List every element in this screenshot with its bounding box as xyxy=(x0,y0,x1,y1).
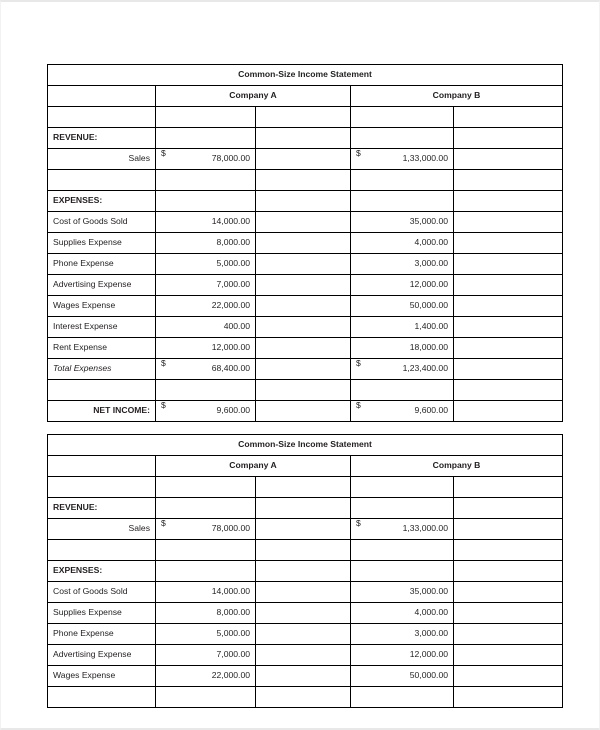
expense-company-a-percent xyxy=(256,603,351,624)
expense-company-a: 12,000.00 xyxy=(156,338,256,359)
expense-company-a: 22,000.00 xyxy=(156,296,256,317)
sales-company-b-percent xyxy=(454,519,563,540)
sales-company-b-value: 1,33,000.00 xyxy=(402,523,448,534)
table-row-spacer xyxy=(48,477,563,498)
expense-company-a-percent xyxy=(256,645,351,666)
total-expenses-company-b xyxy=(351,359,454,380)
expense-company-a: 14,000.00 xyxy=(156,582,256,603)
expense-label: Wages Expense xyxy=(48,666,156,687)
empty-cell xyxy=(454,128,563,149)
table-row-title xyxy=(48,435,563,456)
expense-label: Supplies Expense xyxy=(48,603,156,624)
expense-label: Phone Expense xyxy=(48,254,156,275)
table-row-sales xyxy=(48,519,563,540)
table-row xyxy=(48,624,563,645)
empty-cell xyxy=(156,191,256,212)
income-statement-table-1 xyxy=(47,64,563,422)
spacer-cell xyxy=(156,687,256,708)
table-row-title xyxy=(48,65,563,86)
net-income-company-b-percent xyxy=(454,401,563,422)
currency-symbol: $ xyxy=(161,400,166,410)
header-company-a: Company A xyxy=(156,86,351,107)
total-expenses-company-b-percent xyxy=(454,359,563,380)
currency-symbol: $ xyxy=(161,148,166,158)
table-row xyxy=(48,666,563,687)
sales-company-a-percent xyxy=(256,149,351,170)
expense-company-b: 50,000.00 xyxy=(351,296,454,317)
total-expenses-label: Total Expenses xyxy=(48,359,156,380)
expense-company-a-percent xyxy=(256,233,351,254)
expense-company-a: 5,000.00 xyxy=(156,624,256,645)
spacer-cell xyxy=(256,477,351,498)
table-row xyxy=(48,296,563,317)
table-row-column-headers xyxy=(48,86,563,107)
table-row-expenses-header xyxy=(48,191,563,212)
sales-company-a-value: 78,000.00 xyxy=(211,153,250,164)
table-row-spacer xyxy=(48,107,563,128)
expense-company-b: 12,000.00 xyxy=(351,645,454,666)
spacer-cell xyxy=(156,107,256,128)
table-row-spacer xyxy=(48,687,563,708)
expense-company-a-percent xyxy=(256,624,351,645)
total-expenses-company-a-percent xyxy=(256,359,351,380)
spacer-cell xyxy=(454,170,563,191)
spacer-cell xyxy=(256,687,351,708)
empty-cell xyxy=(351,128,454,149)
net-income-company-a-value: 9,600.00 xyxy=(216,405,250,416)
spacer-cell xyxy=(351,380,454,401)
expense-company-b-percent xyxy=(454,582,563,603)
table-row xyxy=(48,338,563,359)
table-row-net-income xyxy=(48,401,563,422)
spacer-cell xyxy=(256,107,351,128)
expense-label: Rent Expense xyxy=(48,338,156,359)
spacer-cell xyxy=(48,170,156,191)
expense-label: Advertising Expense xyxy=(48,275,156,296)
expense-company-a-percent xyxy=(256,212,351,233)
expense-company-a-percent xyxy=(256,666,351,687)
table-row-spacer xyxy=(48,170,563,191)
spacer-cell xyxy=(48,107,156,128)
empty-cell xyxy=(156,498,256,519)
empty-cell xyxy=(351,498,454,519)
expense-company-b-percent xyxy=(454,275,563,296)
expense-company-a: 8,000.00 xyxy=(156,233,256,254)
expense-company-a-percent xyxy=(256,317,351,338)
empty-cell xyxy=(156,128,256,149)
table-row-expenses-header xyxy=(48,561,563,582)
header-company-b: Company B xyxy=(351,456,563,477)
expense-company-a: 22,000.00 xyxy=(156,666,256,687)
spacer-cell xyxy=(351,540,454,561)
expense-company-a-percent xyxy=(256,582,351,603)
expense-label: Cost of Goods Sold xyxy=(48,212,156,233)
spacer-cell xyxy=(351,687,454,708)
total-expenses-company-a-value: 68,400.00 xyxy=(211,363,250,374)
expense-company-b-percent xyxy=(454,624,563,645)
total-expenses-company-a xyxy=(156,359,256,380)
spacer-cell xyxy=(256,380,351,401)
spacer-cell xyxy=(256,170,351,191)
spacer-cell xyxy=(351,107,454,128)
expense-label: Interest Expense xyxy=(48,317,156,338)
expense-company-b: 35,000.00 xyxy=(351,582,454,603)
expense-company-b-percent xyxy=(454,317,563,338)
table-row-spacer xyxy=(48,380,563,401)
table-row-spacer xyxy=(48,540,563,561)
expense-company-a: 14,000.00 xyxy=(156,212,256,233)
currency-symbol: $ xyxy=(161,358,166,368)
currency-symbol: $ xyxy=(356,358,361,368)
sales-company-a-percent xyxy=(256,519,351,540)
sales-label: Sales xyxy=(48,149,156,170)
spacer-cell xyxy=(156,477,256,498)
currency-symbol: $ xyxy=(161,518,166,528)
spacer-cell xyxy=(454,477,563,498)
revenue-section-header: REVENUE: xyxy=(48,498,156,519)
expense-company-b-percent xyxy=(454,645,563,666)
spacer-cell xyxy=(351,170,454,191)
expense-company-b-percent xyxy=(454,212,563,233)
empty-cell xyxy=(256,191,351,212)
spacer-cell xyxy=(156,380,256,401)
expense-company-a-percent xyxy=(256,296,351,317)
table-row xyxy=(48,603,563,624)
expense-company-b-percent xyxy=(454,666,563,687)
sales-company-a-amount xyxy=(156,149,256,170)
empty-cell xyxy=(454,498,563,519)
spacer-cell xyxy=(156,170,256,191)
expense-company-a-percent xyxy=(256,254,351,275)
expense-company-b: 3,000.00 xyxy=(351,254,454,275)
table-row xyxy=(48,275,563,296)
expense-label: Advertising Expense xyxy=(48,645,156,666)
spacer-cell xyxy=(454,107,563,128)
table-row xyxy=(48,582,563,603)
expense-label: Supplies Expense xyxy=(48,233,156,254)
spacer-cell xyxy=(48,477,156,498)
statement-title-2: Common-Size Income Statement xyxy=(48,435,563,456)
net-income-company-a xyxy=(156,401,256,422)
expenses-section-header: EXPENSES: xyxy=(48,191,156,212)
empty-cell xyxy=(156,561,256,582)
total-expenses-company-b-value: 1,23,400.00 xyxy=(402,363,448,374)
table-row xyxy=(48,645,563,666)
table-row-revenue-header xyxy=(48,498,563,519)
empty-cell xyxy=(256,561,351,582)
expense-company-b: 3,000.00 xyxy=(351,624,454,645)
sales-company-b-value: 1,33,000.00 xyxy=(402,153,448,164)
sales-label: Sales xyxy=(48,519,156,540)
expense-company-b: 4,000.00 xyxy=(351,603,454,624)
spacer-cell xyxy=(48,540,156,561)
spacer-cell xyxy=(156,540,256,561)
expense-company-b-percent xyxy=(454,296,563,317)
spacer-cell xyxy=(48,687,156,708)
expense-company-a: 5,000.00 xyxy=(156,254,256,275)
sales-company-b-percent xyxy=(454,149,563,170)
expense-company-b: 4,000.00 xyxy=(351,233,454,254)
expense-company-b: 12,000.00 xyxy=(351,275,454,296)
revenue-section-header: REVENUE: xyxy=(48,128,156,149)
table-row xyxy=(48,254,563,275)
table-row xyxy=(48,212,563,233)
sales-company-b-amount xyxy=(351,519,454,540)
table-row xyxy=(48,233,563,254)
sales-company-b-amount xyxy=(351,149,454,170)
statement-sheet xyxy=(47,64,562,708)
expense-company-a: 400.00 xyxy=(156,317,256,338)
expense-label: Phone Expense xyxy=(48,624,156,645)
header-label-cell xyxy=(48,86,156,107)
header-label-cell xyxy=(48,456,156,477)
expense-company-b: 50,000.00 xyxy=(351,666,454,687)
expense-company-a: 8,000.00 xyxy=(156,603,256,624)
net-income-company-b xyxy=(351,401,454,422)
expense-company-a-percent xyxy=(256,275,351,296)
expenses-section-header: EXPENSES: xyxy=(48,561,156,582)
expense-company-b-percent xyxy=(454,254,563,275)
sales-company-a-amount xyxy=(156,519,256,540)
empty-cell xyxy=(256,128,351,149)
empty-cell xyxy=(256,498,351,519)
expense-company-a: 7,000.00 xyxy=(156,645,256,666)
expense-company-a-percent xyxy=(256,338,351,359)
net-income-company-a-percent xyxy=(256,401,351,422)
statement-title: Common-Size Income Statement xyxy=(48,65,563,86)
table-row-sales xyxy=(48,149,563,170)
empty-cell xyxy=(351,561,454,582)
expense-company-b: 35,000.00 xyxy=(351,212,454,233)
expense-company-b: 1,400.00 xyxy=(351,317,454,338)
expense-company-a: 7,000.00 xyxy=(156,275,256,296)
spacer-cell xyxy=(256,540,351,561)
table-row xyxy=(48,317,563,338)
expense-label: Wages Expense xyxy=(48,296,156,317)
empty-cell xyxy=(351,191,454,212)
currency-symbol: $ xyxy=(356,518,361,528)
currency-symbol: $ xyxy=(356,400,361,410)
income-statement-table-2 xyxy=(47,434,563,708)
header-company-a: Company A xyxy=(156,456,351,477)
spacer-cell xyxy=(351,477,454,498)
header-company-b: Company B xyxy=(351,86,563,107)
currency-symbol: $ xyxy=(356,148,361,158)
empty-cell xyxy=(454,561,563,582)
sales-company-a-value: 78,000.00 xyxy=(211,523,250,534)
empty-cell xyxy=(454,191,563,212)
expense-company-b-percent xyxy=(454,233,563,254)
spacer-cell xyxy=(48,380,156,401)
table-row-total-expenses xyxy=(48,359,563,380)
expense-company-b-percent xyxy=(454,338,563,359)
spacer-cell xyxy=(454,380,563,401)
table-row-revenue-header xyxy=(48,128,563,149)
expense-label: Cost of Goods Sold xyxy=(48,582,156,603)
net-income-label: NET INCOME: xyxy=(48,401,156,422)
spacer-cell xyxy=(454,687,563,708)
net-income-company-b-value: 9,600.00 xyxy=(414,405,448,416)
table-row-column-headers xyxy=(48,456,563,477)
expense-company-b-percent xyxy=(454,603,563,624)
spacer-cell xyxy=(454,540,563,561)
expense-company-b: 18,000.00 xyxy=(351,338,454,359)
